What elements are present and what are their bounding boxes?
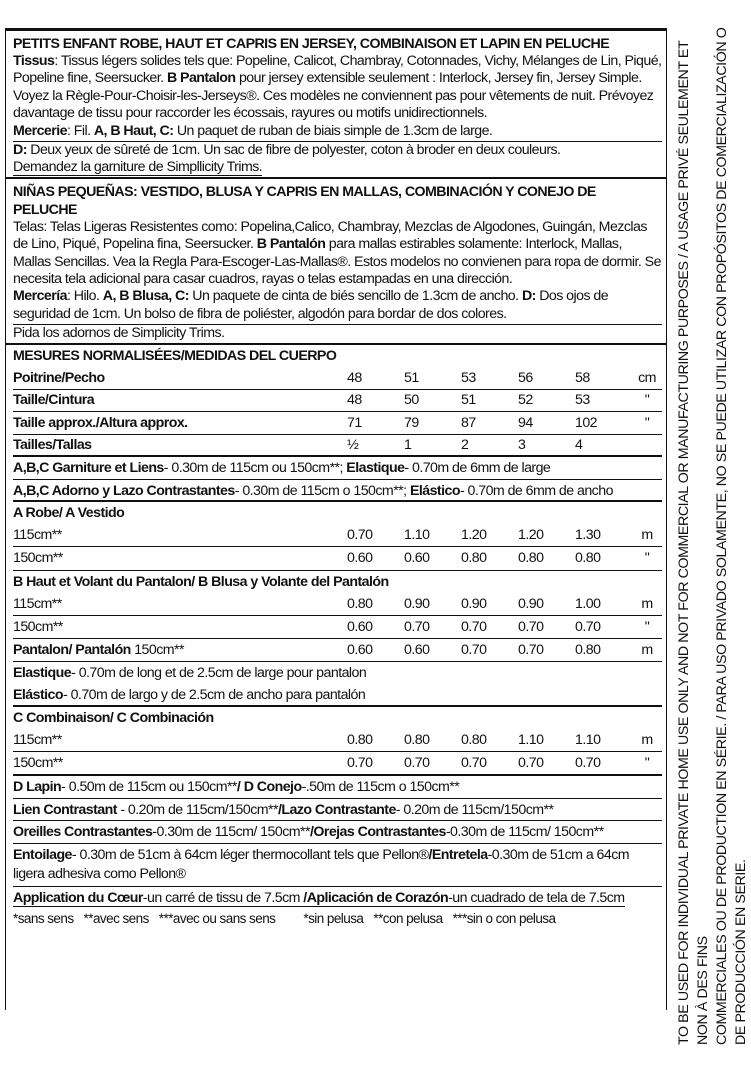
unit: cm (638, 369, 656, 386)
footnote: ***sin o con pelusa (452, 911, 556, 927)
size-value: 0.70 (518, 754, 544, 771)
row-label: Tailles/Tallas (13, 436, 92, 453)
unit: m (641, 595, 653, 612)
table-row (13, 390, 662, 413)
spanish-title: NIÑAS PEQUEÑAS: VESTIDO, BLUSA Y CAPRIS EN MALLAS, COMBINACIÓN Y CONEJO DE PELUCHE (13, 183, 596, 218)
row-label: 115cm** (13, 731, 62, 748)
unit: " (644, 414, 650, 431)
usage-notice-line-2: COMMERCIALES OU DE PRODUCTION EN SÉRIE. / PARA USO PRIVADO SOLAMENTE, NO SE PUEDE UTILIZAR CON PROPÓSITOS DE COMERCIALIZACIÓN O DE PRODUCCIÓN EN SERIE. (714, 27, 749, 1045)
unit: m (641, 731, 653, 748)
size-value: 52 (518, 392, 533, 409)
abc-trim-es: A,B,C Adorno y Lazo Contrastantes- 0.30m de 115cm o 150cm**; Elástico- 0.70m de 6mm de ancho (13, 480, 662, 503)
row-label: Poitrine/Pecho (13, 369, 105, 386)
contrast-tie: Lien Contrastant - 0.20m de 115cm/150cm**/Lazo Contrastante- 0.20m de 115cm/150cm** (13, 799, 662, 822)
unit: " (644, 618, 650, 635)
table-row (13, 412, 662, 435)
footnote: **con pelusa (373, 911, 443, 927)
measurements-table (6, 345, 666, 458)
usage-notice-line-1: TO BE USED FOR INDIVIDUAL PRIVATE HOME USE ONLY AND NOT FOR COMMERCIAL OR MANUFACTURING PURPOSES / A USAGE PRIVÉ SEULEMENT ET NON À DES FINS (676, 40, 711, 1045)
table-row (13, 435, 662, 458)
row-label: 115cm** (13, 527, 62, 544)
size-value: 53 (461, 369, 476, 386)
row-label: 150cm** (13, 618, 63, 635)
size-value: 0.70 (575, 754, 601, 771)
footnote: *sin pelusa (303, 911, 364, 927)
french-trims: Demandez la garniture de Simpllicity Trims. (13, 159, 263, 176)
size-value: 53 (575, 392, 590, 409)
table-row (13, 525, 662, 548)
table-row (13, 547, 662, 570)
size-value: 0.80 (404, 731, 430, 748)
table-row (13, 367, 662, 390)
size-value: 0.90 (518, 595, 544, 612)
table-row (13, 616, 662, 639)
size-value: 0.80 (347, 731, 373, 748)
french-view-d: D: Deux yeux de sûreté de 1cm. Un sac de fibre de polyester, coton à broder en deux couleurs. (13, 142, 561, 159)
row-label: 150cm** (13, 550, 63, 567)
size-value: 1.20 (461, 527, 487, 544)
measurements-rows (13, 367, 662, 457)
measurements-heading: MESURES NORMALISÉES/MEDIDAS DEL CUERPO (13, 347, 337, 364)
size-value: 0.80 (347, 595, 373, 612)
size-value: 0.60 (404, 550, 430, 567)
size-value: 0.70 (347, 754, 373, 771)
view-b-rows (13, 593, 662, 639)
heart-applique: Application du Cœur-un carré de tissu de 7.5cm /Aplicación de Corazón-un cuadrado de tela de 7.5cm (13, 889, 625, 906)
pants-elastic-es: Elástico- 0.70m de largo y de 2.5cm de ancho para pantalón (13, 684, 662, 707)
size-value: 1.10 (404, 527, 430, 544)
size-value: 0.80 (575, 550, 601, 567)
size-value: 0.70 (404, 618, 430, 635)
row-label: Taille/Cintura (13, 392, 95, 409)
size-value: 94 (518, 414, 533, 431)
size-value: 71 (347, 414, 362, 431)
table-row (13, 593, 662, 616)
footnote: **avec sens (83, 911, 149, 927)
view-a-rows (13, 525, 662, 571)
view-d-bunny: D Lapin- 0.50m de 115cm ou 150cm**/ D Conejo-.50m de 115cm o 150cm** (13, 776, 662, 799)
interfacing: Entoilage- 0.30m de 51cm à 64cm léger thermocollant tels que Pellon®/Entretela-0.30m de 51cm a 64cm ligera adhesiva como Pellon® (13, 844, 662, 887)
pattern-envelope-back (5, 28, 667, 1010)
size-value: ½ (347, 436, 359, 453)
size-value: 0.90 (461, 595, 487, 612)
size-value: 4 (575, 436, 583, 453)
pants-row: Pantalon/ Pantalón 150cm** 0.60 0.60 0.70 0.70 0.80 m (13, 639, 662, 662)
spanish-notions: Mercería: Hilo. A, B Blusa, C: Un paquete de cinta de biés sencillo de 1.3cm de ancho. D: Dos ojos de seguridad de 1cm. Un bolso de fibra de poliéster, algodón para bordar de dos colores. (13, 288, 662, 325)
size-value: 1.10 (575, 731, 601, 748)
size-value: 0.70 (518, 618, 544, 635)
size-value: 87 (461, 414, 476, 431)
table-row (13, 729, 662, 752)
pants-elastic-fr: Elastique- 0.70m de long et de 2.5cm de large pour pantalon (13, 664, 367, 681)
size-value: 0.70 (575, 618, 601, 635)
row-label: 115cm** (13, 595, 62, 612)
view-c-rows (13, 729, 662, 776)
usage-notice (675, 8, 749, 1048)
spanish-fabrics: Telas: Telas Ligeras Resistentes como: Popelina,Calico, Chambray, Mezclas de Algodones, Guingán, Mezclas de Lino, Piqué, Popelina fina, Seersucker. B Pantalón para mallas estirables solamente: Interlock, Mallas, Mallas Sencillas. Vea la Regla Para-Escoger-Las-Mallas®. Estos modelos no convienen para ropa de dormir. Se necesita tela adicional para casar cuadros, rayas o telas estampadas en una dirección. (13, 218, 661, 288)
fabrics-label: Tissus (13, 53, 55, 69)
size-value: 1.20 (518, 527, 544, 544)
size-value: 0.70 (404, 754, 430, 771)
size-value: 56 (518, 369, 533, 386)
french-fabrics: Tissus: Tissus légers solides tels que: Popeline, Calicot, Chambray, Cotonnades, Vichy, Mélanges de Lin, Piqué, Popeline fine, Seersucker. B Pantalon pour jersey extensible seulement : Interlock, Jersey fin, Jersey Simple. Voyez la Règle-Pour-Choisir-les-Jerseys®. Ces modèles ne conviennent pas pour vêtements de nuit. Prévoyez davantage de tissu pour raccorder les écossais, rayures ou motifs unidirectionnels. (13, 53, 662, 122)
contrast-ears: Oreilles Contrastantes-0.30m de 115cm/ 150cm**/Orejas Contrastantes-0.30m de 115cm/ 150cm** (13, 821, 662, 844)
size-value: 48 (347, 392, 362, 409)
abc-trim-fr: A,B,C Garniture et Liens- 0.30m de 115cm ou 150cm**; Elastique- 0.70m de 6mm de large (13, 457, 662, 480)
unit: " (644, 754, 650, 771)
size-value: 0.80 (461, 731, 487, 748)
footnote: *sans sens (13, 911, 74, 927)
size-value: 0.70 (461, 754, 487, 771)
size-value: 51 (461, 392, 476, 409)
size-value: 51 (404, 369, 419, 386)
size-value: 58 (575, 369, 590, 386)
view-a-heading: A Robe/ A Vestido (13, 505, 125, 522)
unit: m (641, 527, 653, 544)
size-value: 0.60 (347, 550, 373, 567)
size-value: 0.70 (347, 527, 373, 544)
size-value: 1.10 (518, 731, 544, 748)
size-value: 48 (347, 369, 362, 386)
size-value: 1.00 (575, 595, 601, 612)
row-label: 150cm** (13, 754, 63, 771)
size-value: 0.90 (404, 595, 430, 612)
unit: " (644, 550, 650, 567)
size-value: 0.80 (461, 550, 487, 567)
size-value: 102 (575, 414, 598, 431)
size-value: 0.80 (518, 550, 544, 567)
yardage-section (6, 457, 666, 929)
view-b-heading: B Haut et Volant du Pantalon/ B Blusa y Volante del Pantalón (13, 573, 389, 590)
row-label: Taille approx./Altura approx. (13, 414, 188, 431)
size-value: 50 (404, 392, 419, 409)
pants-label: B Pantalon (166, 70, 236, 87)
size-value: 79 (404, 414, 419, 431)
size-value: 0.70 (461, 618, 487, 635)
french-title: PETITS ENFANT ROBE, HAUT ET CAPRIS EN JERSEY, COMBINAISON ET LAPIN EN PELUCHE (13, 36, 610, 52)
table-row (13, 752, 662, 775)
view-c-heading: C Combinaison/ C Combinación (13, 709, 214, 726)
french-section (6, 31, 666, 179)
size-value: 1 (404, 436, 412, 453)
size-value: 3 (518, 436, 526, 453)
footnote: ***avec ou sans sens (158, 911, 276, 927)
spanish-trims: Pida los adornos de Simplicity Trims. (13, 325, 225, 342)
spanish-section (6, 179, 666, 345)
unit: " (644, 392, 650, 409)
size-value: 1.30 (575, 527, 601, 544)
size-value: 2 (461, 436, 469, 453)
size-value: 0.60 (347, 618, 373, 635)
french-notions: Mercerie: Fil. A, B Haut, C: Un paquet de ruban de biais simple de 1.3cm de large. (13, 123, 662, 142)
footnotes (13, 909, 662, 929)
